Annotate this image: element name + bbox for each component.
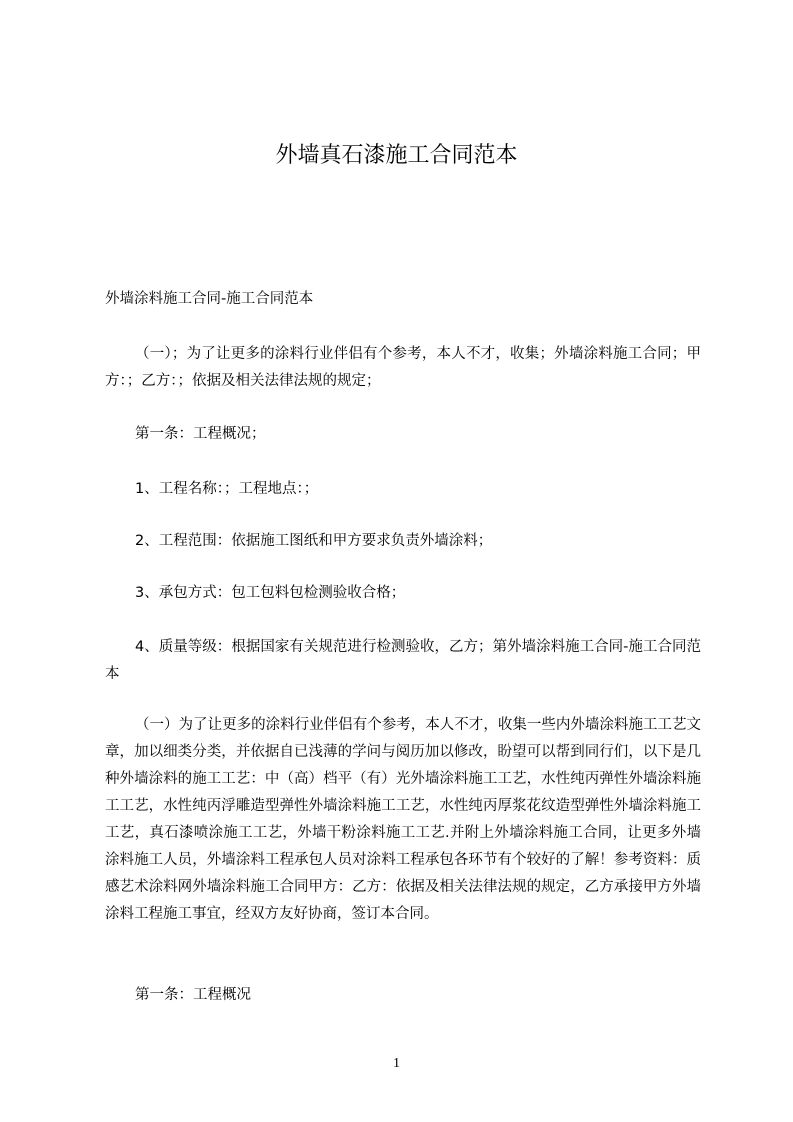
page-number: 1 <box>393 1056 400 1071</box>
body-paragraph: （一）为了让更多的涂料行业伴侣有个参考，本人不才，收集一些内外墙涂料施工工艺文章，加以细类分类，并依据自已浅薄的学问与阅历加以修改，盼望可以帮到同行们，以下是几种外墙涂料的施工工艺：中（高）档平（有）光外墙涂料施工工艺，水性纯丙弹性外墙涂料施工工艺，水性纯丙浮雕造型弹性外墙涂料施工工艺，水性纯丙厚浆花纹造型弹性外墙涂料施工工艺，真石漆喷涂施工工艺，外墙干粉涂料施工工艺.并附上外墙涂料施工合同，让更多外墙涂料施工人员，外墙涂料工程承包人员对涂料工程承包各环节有个较好的了解！参考资料：质感艺术涂料网外墙涂料施工合同甲方：乙方：依据及相关法律法规的规定，乙方承接甲方外墙涂料工程施工事宜，经双方友好协商，签订本合同。 <box>105 717 701 922</box>
quality-grade-item: 4、质量等级：根据国家有关规范进行检测验收，乙方；第外墙涂料施工合同-施工合同范本 <box>105 639 701 682</box>
subtitle-paragraph: 外墙涂料施工合同-施工合同范本 <box>105 291 314 307</box>
intro-paragraph: （一）；为了让更多的涂料行业伴侣有个参考，本人不才，收集；外墙涂料施工合同；甲方：；乙方：；依据及相关法律法规的规定； <box>105 346 701 389</box>
contract-method-item: 3、承包方式：包工包料包检测验收合格； <box>135 585 406 601</box>
article-one-heading: 第一条：工程概况； <box>135 426 266 442</box>
page-title: 外墙真石漆施工合同范本 <box>275 143 518 168</box>
project-name-item: 1、工程名称：；工程地点：； <box>135 481 319 497</box>
project-scope-item: 2、工程范围：依据施工图纸和甲方要求负责外墙涂料； <box>135 533 493 549</box>
article-one-heading-repeat: 第一条：工程概况 <box>135 987 251 1003</box>
